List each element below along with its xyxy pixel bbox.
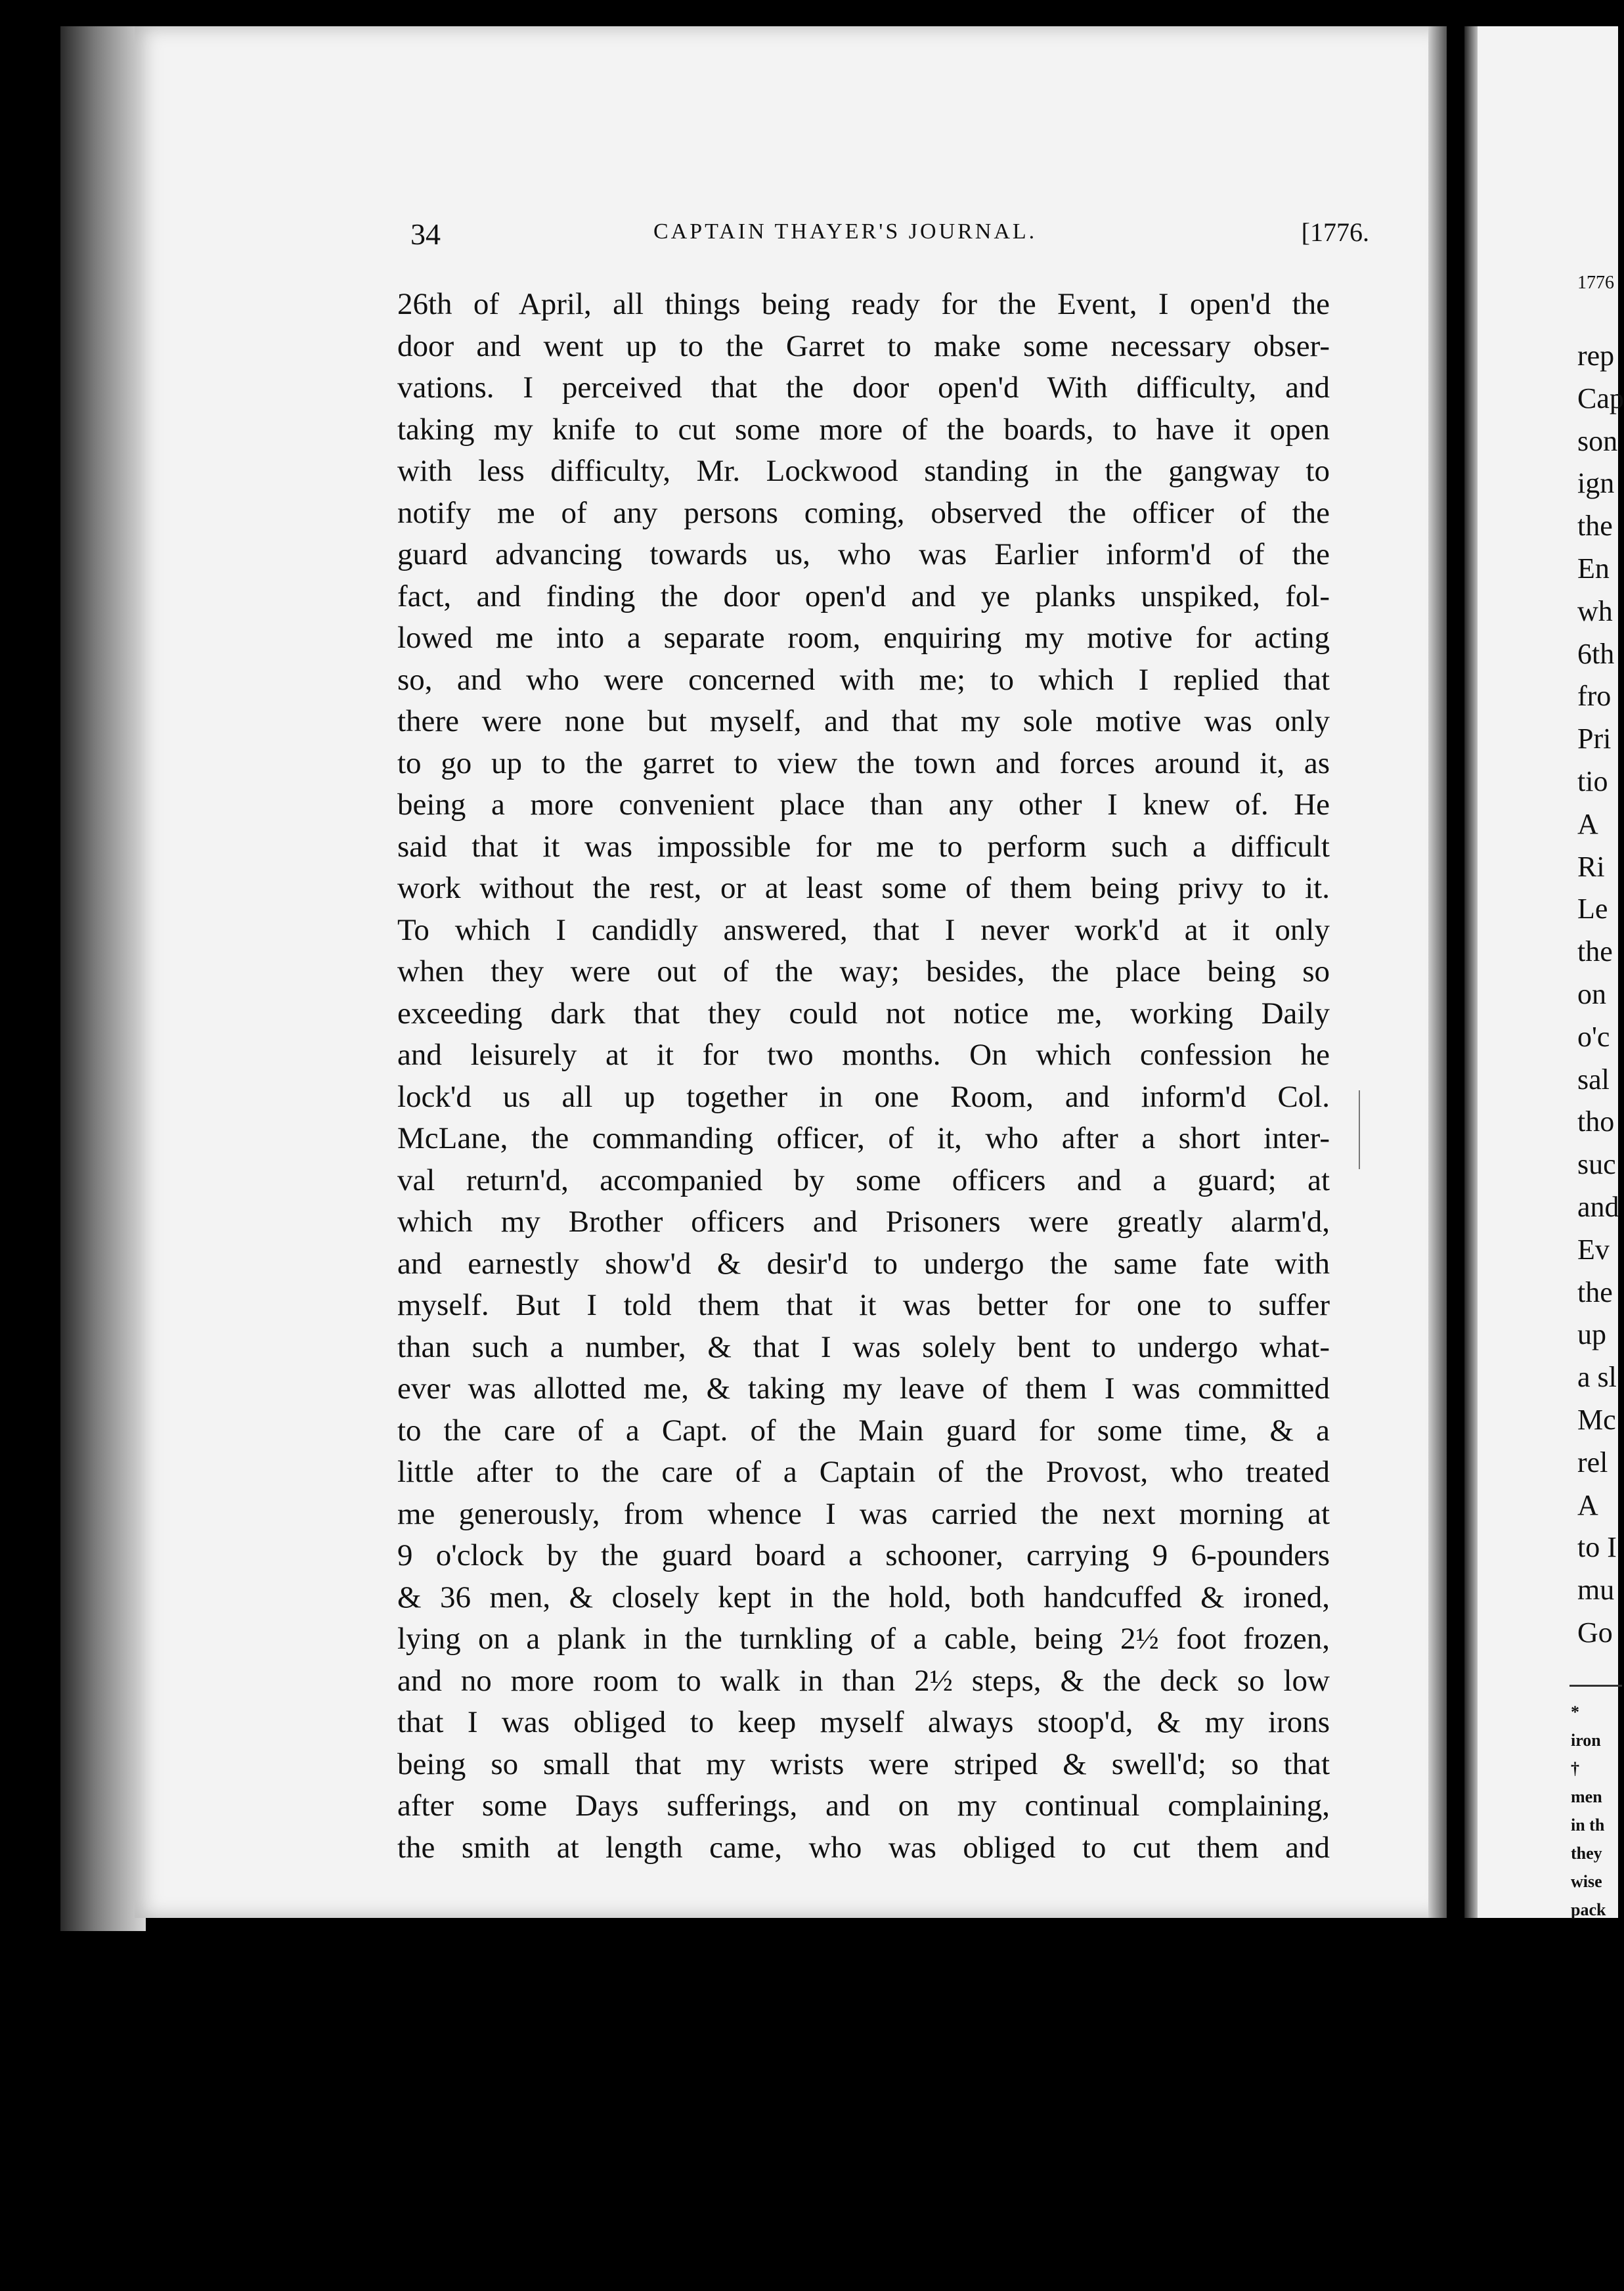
adjacent-text-fragment: fro [1577, 680, 1612, 713]
adjacent-text-fragment: Cap [1577, 382, 1624, 414]
adjacent-page-text [1577, 335, 1624, 1655]
adjacent-footnote-fragment: * [1571, 1702, 1579, 1722]
adjacent-text-fragment: A [1577, 1488, 1598, 1521]
adjacent-text-fragment: the [1577, 935, 1613, 968]
text-line: me generously, from whence I was carried the next morning at [397, 1496, 1330, 1531]
adjacent-text-fragment: Ri [1577, 850, 1605, 883]
running-head [410, 217, 1369, 256]
text-line: exceeding dark that they could not notice me, working Daily [397, 996, 1330, 1031]
body-text [397, 284, 1330, 1869]
text-line: guard advancing towards us, who was Earlier inform'd of the [397, 537, 1330, 571]
adjacent-text-fragment: on [1577, 977, 1606, 1010]
text-line: 9 o'clock by the guard board a schooner, carrying 9 6-pounders [397, 1538, 1330, 1572]
text-line: so, and who were concerned with me; to which I replied that [397, 662, 1330, 697]
adjacent-text-fragment: son [1577, 424, 1618, 457]
adjacent-text-fragment: tio [1577, 765, 1608, 797]
adjacent-page [1464, 26, 1624, 1919]
adjacent-text-fragment: Go [1577, 1616, 1613, 1649]
footnote-rule [1569, 1685, 1622, 1687]
text-line: being so small that my wrists were striped & swell'd; so that [397, 1746, 1330, 1781]
adjacent-text-fragment: rel [1577, 1446, 1608, 1479]
adjacent-footnote-fragment: † [1571, 1759, 1579, 1778]
book-binding [60, 26, 146, 1931]
text-line: taking my knife to cut some more of the boards, to have it open [397, 412, 1330, 447]
adjacent-text-fragment: 6th [1577, 637, 1615, 670]
text-line: lying on a plank in the turnkling of a cable, being 2½ foot frozen, [397, 1622, 1330, 1656]
adjacent-text-fragment: and [1577, 1190, 1619, 1223]
adjacent-footnote-fragment: wise [1571, 1872, 1602, 1891]
text-line: the smith at length came, who was obliged to cut them and [397, 1830, 1330, 1865]
text-line: that I was obliged to keep myself always stoop'd, & my irons [397, 1705, 1330, 1739]
text-line: to go up to the garret to view the town and forces around it, as [397, 745, 1330, 780]
adjacent-text-fragment: Pri [1577, 723, 1612, 755]
margin-pencil-mark [1359, 1090, 1360, 1169]
text-line: val return'd, accompanied by some officers and a guard; at [397, 1163, 1330, 1197]
adjacent-footnote-fragment: they [1571, 1844, 1602, 1863]
adjacent-text-fragment: sal [1577, 1063, 1610, 1096]
adjacent-text-fragment: wh [1577, 594, 1613, 627]
text-line: and no more room to walk in than 2½ steps, & the deck so low [397, 1663, 1330, 1698]
text-line: to the care of a Capt. of the Main guard for some time, & a [397, 1413, 1330, 1448]
text-line: fact, and finding the door open'd and ye planks unspiked, fol- [397, 579, 1330, 613]
text-line: & 36 men, & closely kept in the hold, both handcuffed & ironed, [397, 1580, 1330, 1614]
text-line: ever was allotted me, & taking my leave of them I was committed [397, 1371, 1330, 1406]
adjacent-text-fragment: up [1577, 1318, 1606, 1351]
adjacent-page-header: 1776 [1577, 273, 1614, 293]
adjacent-text-fragment: Le [1577, 893, 1608, 925]
page-number: 34 [410, 217, 441, 251]
adjacent-page-gutter [1464, 26, 1478, 1918]
header-year: [1776. [1301, 217, 1369, 247]
adjacent-footnote-fragment: men [1571, 1787, 1602, 1806]
adjacent-page-footnotes [1571, 1698, 1606, 1924]
adjacent-text-fragment: Ev [1577, 1233, 1610, 1266]
adjacent-text-fragment: A [1577, 807, 1598, 840]
adjacent-footnote-fragment: pack [1571, 1900, 1606, 1919]
text-line: 26th of April, all things being ready for the Event, I open'd the [397, 287, 1330, 321]
adjacent-text-fragment: a sl [1577, 1361, 1617, 1394]
adjacent-text-fragment: the [1577, 510, 1613, 543]
adjacent-text-fragment: to I [1577, 1531, 1617, 1564]
text-line: lock'd us all up together in one Room, and inform'd Col. [397, 1079, 1330, 1114]
text-line: notify me of any persons coming, observed the officer of the [397, 495, 1330, 530]
text-line: little after to the care of a Captain of the Provost, who treated [397, 1455, 1330, 1489]
adjacent-footnote-fragment: in th [1571, 1815, 1605, 1835]
text-line: which my Brother officers and Prisoners were greatly alarm'd, [397, 1205, 1330, 1239]
text-line: door and went up to the Garret to make some necessary obser- [397, 328, 1330, 363]
page-gutter-shadow [1428, 26, 1447, 1918]
text-line: said that it was impossible for me to perform such a difficult [397, 829, 1330, 864]
adjacent-text-fragment: En [1577, 552, 1610, 585]
text-line: there were none but myself, and that my sole motive was only [397, 704, 1330, 738]
text-line: after some Days sufferings, and on my continual complaining, [397, 1789, 1330, 1823]
text-line: than such a number, & that I was solely bent to undergo what- [397, 1329, 1330, 1364]
adjacent-text-fragment: rep [1577, 340, 1615, 372]
adjacent-text-fragment: mu [1577, 1574, 1615, 1607]
text-line: and leisurely at it for two months. On which confession he [397, 1038, 1330, 1072]
adjacent-text-fragment: o'c [1577, 1020, 1610, 1053]
adjacent-text-fragment: the [1577, 1276, 1613, 1308]
text-line: myself. But I told them that it was better for one to suffer [397, 1288, 1330, 1322]
adjacent-text-fragment: suc [1577, 1148, 1616, 1181]
text-line: To which I candidly answered, that I never work'd at it only [397, 912, 1330, 947]
adjacent-footnote-fragment: iron [1571, 1731, 1601, 1750]
text-line: McLane, the commanding officer, of it, who after a short inter- [397, 1121, 1330, 1155]
text-line: with less difficulty, Mr. Lockwood standing in the gangway to [397, 454, 1330, 488]
text-line: being a more convenient place than any other I knew of. He [397, 788, 1330, 822]
text-line: when they were out of the way; besides, the place being so [397, 954, 1330, 989]
text-line: work without the rest, or at least some of them being privy to it. [397, 871, 1330, 905]
text-line: vations. I perceived that the door open'd With difficulty, and [397, 370, 1330, 405]
adjacent-text-fragment: Mc [1577, 1403, 1616, 1436]
text-line: and earnestly show'd & desir'd to undergo the same fate with [397, 1246, 1330, 1281]
journal-title: CAPTAIN THAYER'S JOURNAL. [653, 219, 1038, 244]
text-line: lowed me into a separate room, enquiring my motive for acting [397, 621, 1330, 655]
adjacent-text-fragment: ign [1577, 467, 1615, 500]
adjacent-text-fragment: tho [1577, 1105, 1615, 1138]
